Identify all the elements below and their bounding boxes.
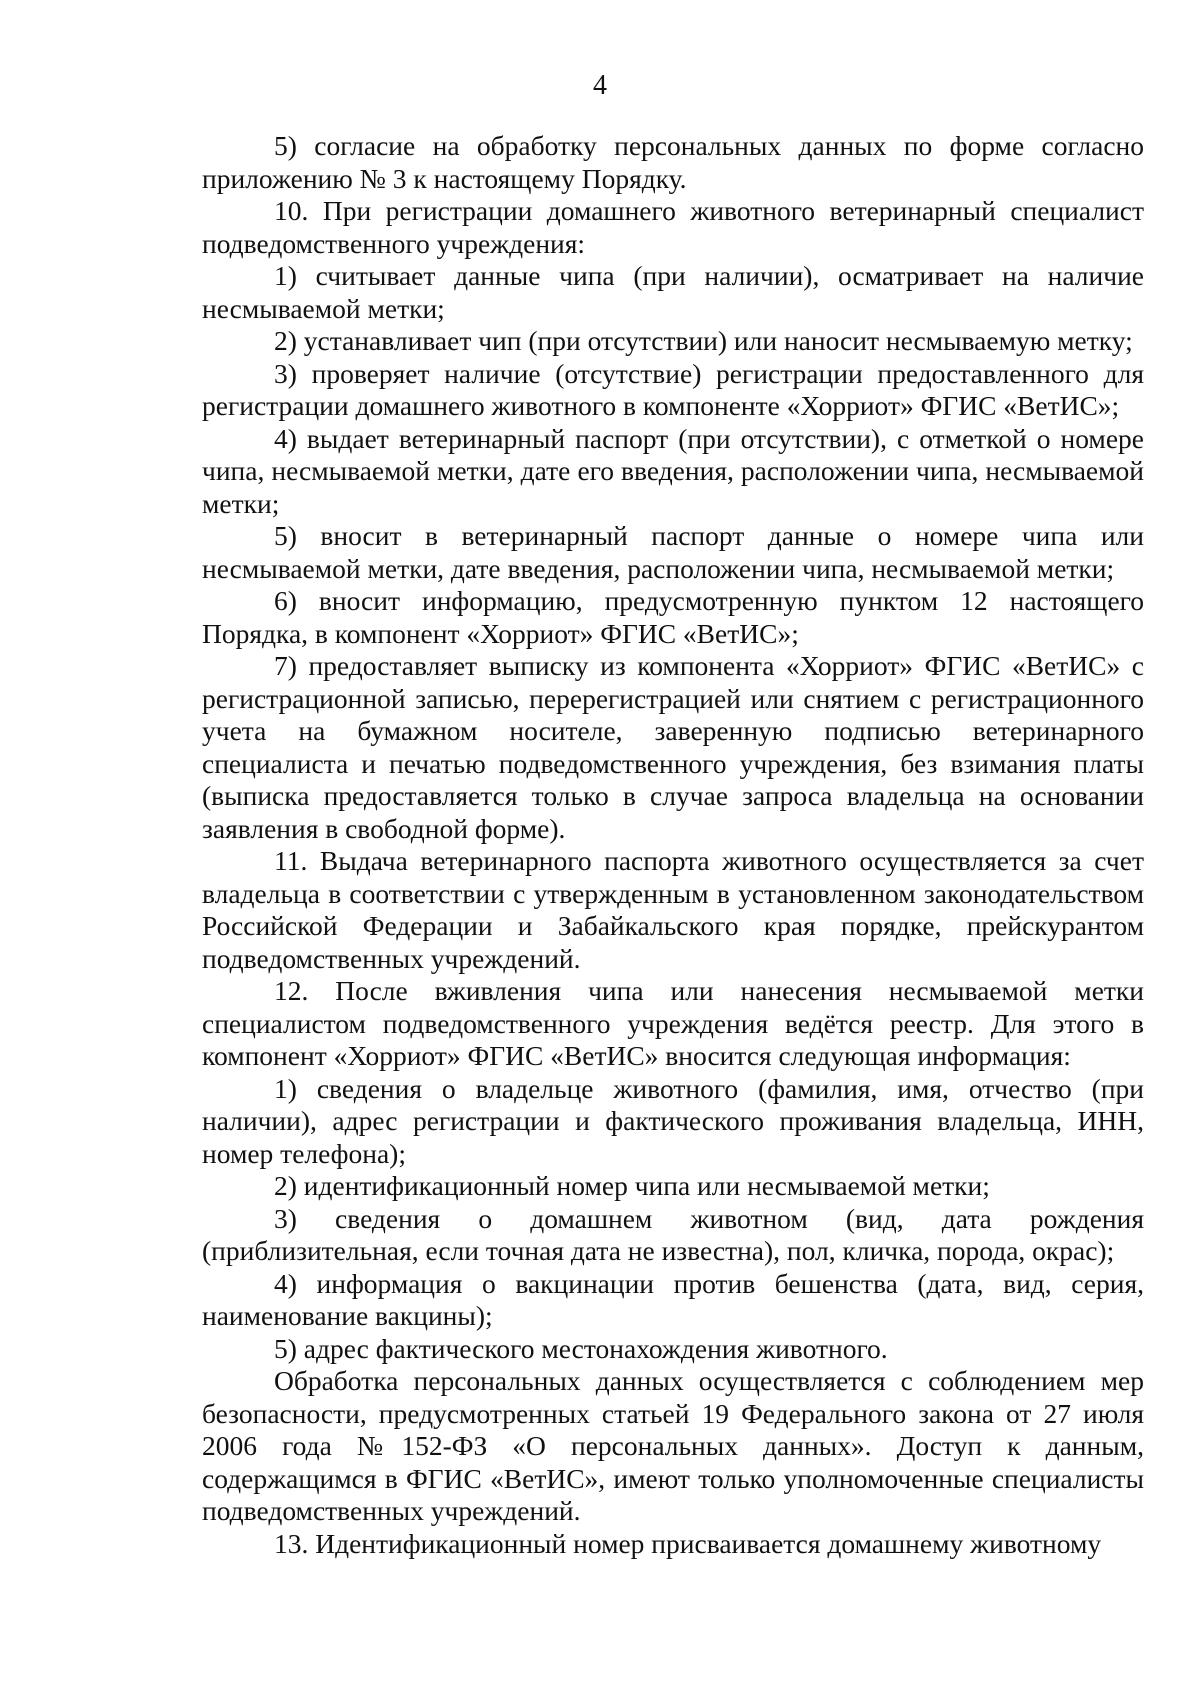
paragraph-clause-12-item-1: 1) сведения о владельце животного (фамилия, имя, отчество (при наличии), адрес регистрации и фактического проживания владельца, ИНН, номер телефона); [202,1072,1144,1169]
paragraph-consent-item-5: 5) согласие на обработку персональных данных по форме согласно приложению № 3 к настоящему Порядку. [202,130,1144,194]
paragraph-clause-12: 12. После вживления чипа или нанесения несмываемой метки специалистом подведомственного учреждения ведётся реестр. Для этого в компонент «Хорриот» ФГИС «ВетИС» вносится следующая информация: [202,975,1144,1071]
paragraph-clause-12-item-4: 4) информация о вакцинации против бешенства (дата, вид, серия, наименование вакцины); [202,1267,1144,1331]
paragraph-clause-10-item-4: 4) выдает ветеринарный паспорт (при отсутствии), с отметкой о номере чипа, несмываемой метки, дате его введения, расположении чипа, несмываемой метки; [202,422,1144,519]
paragraph-clause-12-item-5: 5) адрес фактического местонахождения животного. [274,1332,888,1364]
page-number: 4 [593,70,607,101]
paragraph-clause-12-item-2: 2) идентификационный номер чипа или несмываемой метки; [274,1170,990,1201]
paragraph-data-processing: Обработка персональных данных осуществляется с соблюдением мер безопасности, предусмотренных статьей 19 Федерального закона от 27 июля 2006 года №152-ФЗ «О персональных данных». Доступ к данным, содержащимся в ФГИС «ВетИС», имеют только уполномоченные специалисты подведомственных учреждений. [202,1365,1144,1526]
paragraph-clause-10-item-2: 2) устанавливает чип (при отсутствии) или наносит несмываемую метку; [274,325,1133,356]
paragraph-clause-10-item-1: 1) считывает данные чипа (при наличии), осматривает на наличие несмываемой метки; [202,260,1144,324]
paragraph-clause-12-item-3: 3) сведения о домашнем животном (вид, дата рождения (приблизительная, если точная дата не известна), пол, кличка, порода, окрас); [202,1202,1144,1266]
paragraph-clause-11: 11. Выдача ветеринарного паспорта животного осуществляется за счет владельца в соответствии с утвержденным в установленном законодательством Российской Федерации и Забайкальского края порядке, прейскурантом подведомственных учреждений. [202,845,1144,974]
paragraph-clause-10-item-5: 5) вносит в ветеринарный паспорт данные о номере чипа или несмываемой метки, дате введения, расположении чипа, несмываемой метки; [202,520,1144,584]
paragraph-clause-10-item-6: 6) вносит информацию, предусмотренную пунктом 12 настоящего Порядка, в компонент «Хорриот» ФГИС «ВетИС»; [202,585,1144,649]
document-body [202,130,1144,1560]
paragraph-clause-10: 10. При регистрации домашнего животного ветеринарный специалист подведомственного учреждения: [202,195,1144,259]
paragraph-clause-13: 13. Идентификационный номер присваивается домашнему животному [274,1527,1102,1559]
paragraph-clause-10-item-3: 3) проверяет наличие (отсутствие) регистрации предоставленного для регистрации домашнего животного в компоненте «Хорриот» ФГИС «ВетИС»; [202,357,1144,421]
paragraph-clause-10-item-7: 7) предоставляет выписку из компонента «Хорриот» ФГИС «ВетИС» с регистрационной записью, перерегистрацией или снятием с регистрационного учета на бумажном носителе, заверенную подписью ветеринарного специалиста и печатью подведомственного учреждения, без взимания платы (выписка предоставляется только в случае запроса владельца на основании заявления в свободной форме). [202,650,1144,844]
